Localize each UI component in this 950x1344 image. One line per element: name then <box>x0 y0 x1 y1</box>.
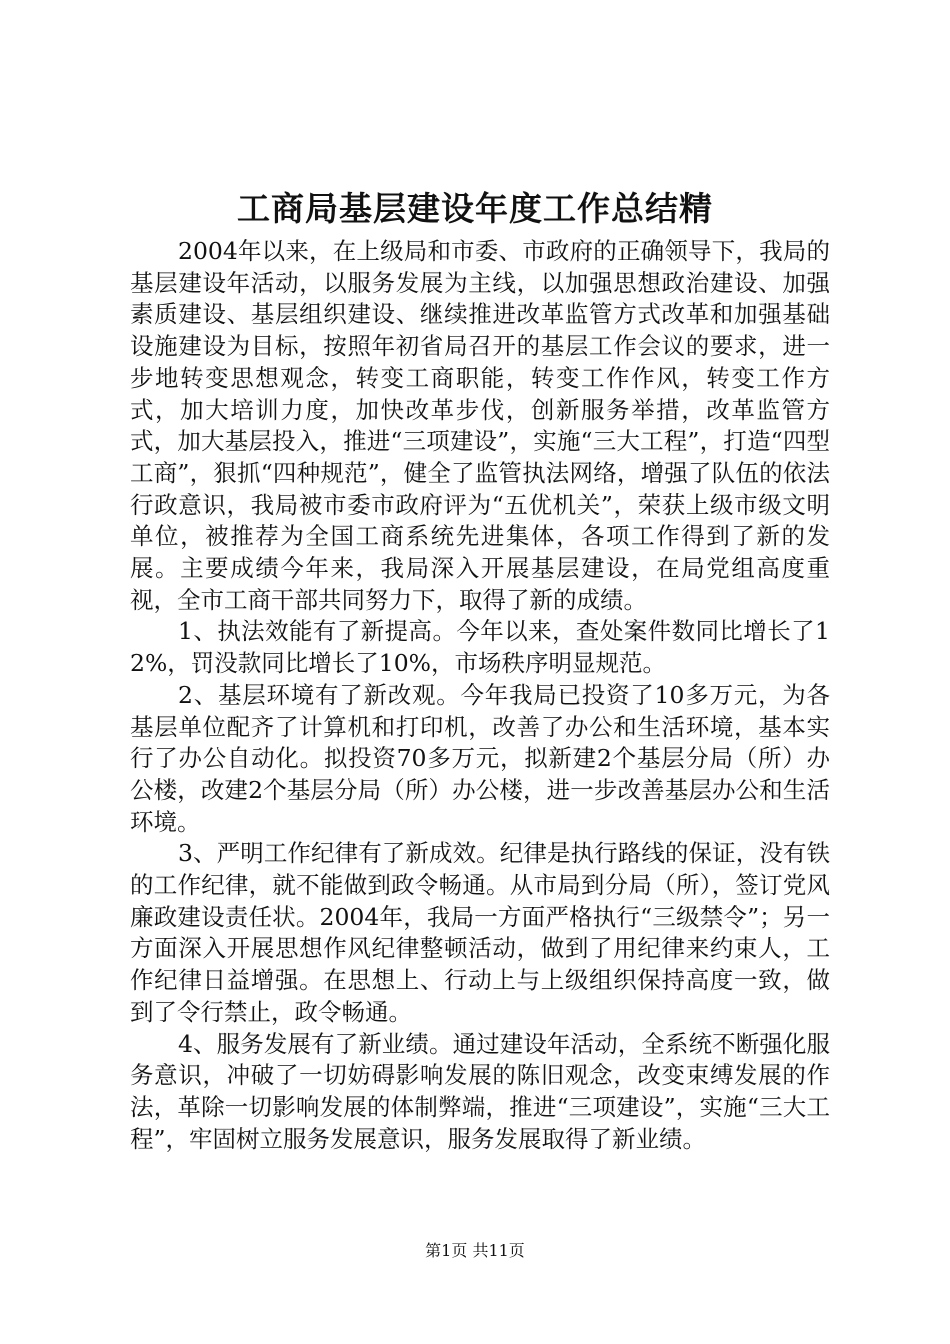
paragraph-item-3: 3、严明工作纪律有了新成效。纪律是执行路线的保证，没有铁的工作纪律，就不能做到政令畅通。从市局到分局（所），签订党风廉政建设责任状。2004年，我局一方面严格执行“三级禁令”；另一方面深入开展思想作风纪律整顿活动，做到了用纪律来约束人，工作纪律日益增强。在思想上、行动上与上级组织保持高度一致，做到了令行禁止，政令畅通。 <box>130 839 830 1026</box>
paragraph-intro: 2004年以来，在上级局和市委、市政府的正确领导下，我局的基层建设年活动，以服务发展为主线，以加强思想政治建设、加强素质建设、基层组织建设、继续推进改革监管方式改革和加强基础设施建设为目标，按照年初省局召开的基层工作会议的要求，进一步地转变思想观念，转变工商职能，转变工作作风，转变工作方式，加大培训力度，加快改革步伐，创新服务举措，改革监管方式，加大基层投入，推进“三项建设”，实施“三大工程”，打造“四型工商”，狠抓“四种规范”，健全了监管执法网络，增强了队伍的依法行政意识，我局被市委市政府评为“五优机关”，荣获上级市级文明单位，被推荐为全国工商系统先进集体，各项工作得到了新的发展。主要成绩今年来，我局深入开展基层建设，在局党组高度重视，全市工商干部共同努力下，取得了新的成绩。 <box>130 237 830 614</box>
page-footer: 第1页 共11页 <box>425 1241 525 1260</box>
paragraph-item-2: 2、基层环境有了新改观。今年我局已投资了10多万元，为各基层单位配齐了计算机和打印机，改善了办公和生活环境，基本实行了办公自动化。拟投资70多万元，拟新建2个基层分局（所）办公楼，改建2个基层分局（所）办公楼，进一步改善基层办公和生活环境。 <box>130 680 830 836</box>
paragraph-item-1: 1、执法效能有了新提高。今年以来，查处案件数同比增长了12%，罚没款同比增长了10%，市场秩序明显规范。 <box>130 617 830 678</box>
document-body <box>130 236 830 1155</box>
document-title: 工商局基层建设年度工作总结精 <box>237 189 713 228</box>
paragraph-item-4: 4、服务发展有了新业绩。通过建设年活动，全系统不断强化服务意识，冲破了一切妨碍影响发展的陈旧观念，改变束缚发展的作法，革除一切影响发展的体制弊端，推进“三项建设”，实施“三大工程”，牢固树立服务发展意识，服务发展取得了新业绩。 <box>130 1029 830 1153</box>
